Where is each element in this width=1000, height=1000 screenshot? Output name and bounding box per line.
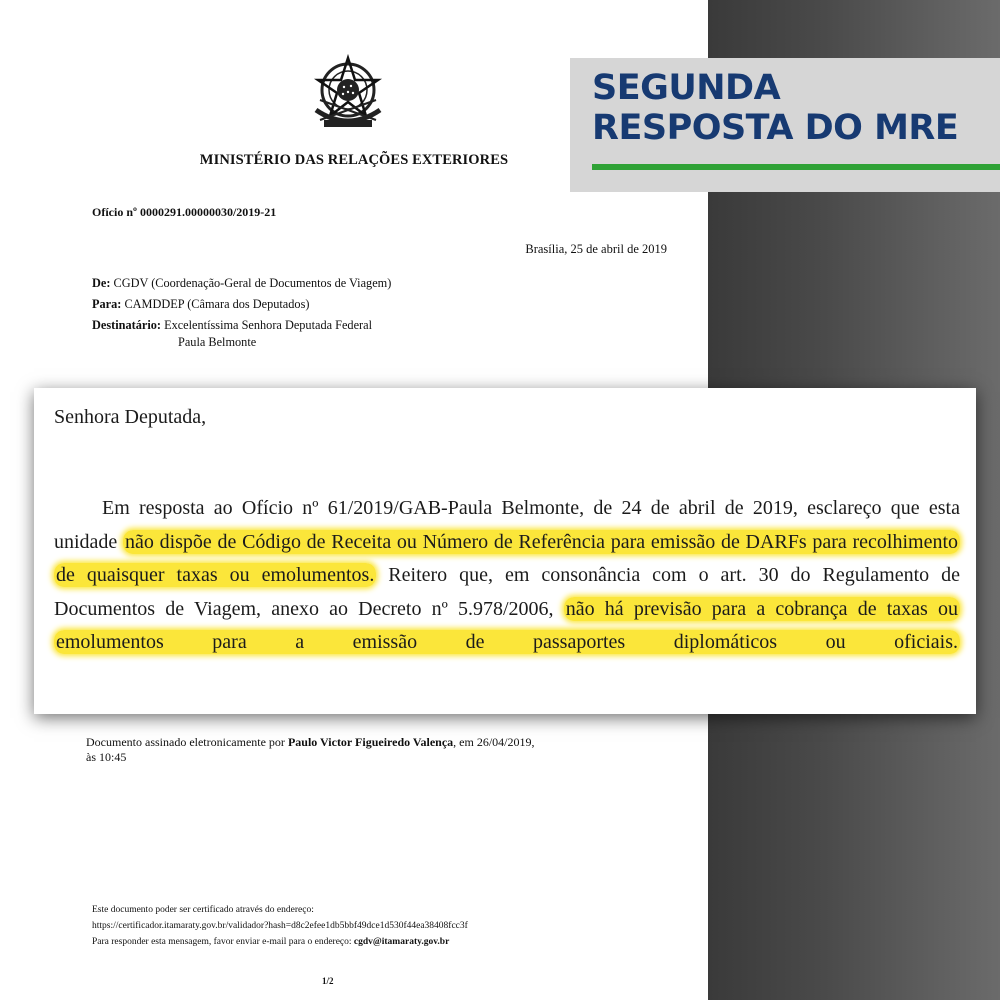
certification-note: Este documento poder ser certificado através do endereço: xyxy=(92,905,314,915)
sender-value: CGDV (Coordenação-Geral de Documentos de Viagem) xyxy=(113,276,392,290)
oficio-number: Ofício nº 0000291.00000030/2019-21 xyxy=(92,205,277,219)
addressee-label: Destinatário: xyxy=(92,318,161,332)
salutation: Senhora Deputada, xyxy=(54,406,207,428)
zoomed-excerpt xyxy=(34,388,976,714)
coat-of-arms-emblem xyxy=(306,50,390,134)
title-tag xyxy=(570,58,1000,192)
signature-note xyxy=(86,735,626,765)
signature-prefix: Documento assinado eletronicamente por xyxy=(86,735,288,749)
tag-title xyxy=(592,68,992,148)
signer-name: Paulo Victor Figueiredo Valença xyxy=(287,735,454,749)
reply-text: Para responder esta mensagem, favor enviar e-mail para o endereço: xyxy=(92,937,354,947)
signature-date: , em 26/04/2019, xyxy=(453,735,535,749)
highlighted-text-1: não dispõe de Código de Receita ou Número de Referência para emissão de DARFs para recolhimento de quaisquer taxas ou emolumentos. xyxy=(56,530,958,586)
recipient-unit-label: Para: xyxy=(92,297,122,311)
recipient-unit-line xyxy=(92,297,309,312)
tag-title-line2: RESPOSTA DO MRE xyxy=(592,108,959,148)
recipient-unit-value: CAMDDEP (Câmara dos Deputados) xyxy=(124,297,310,311)
document-date: Brasília, 25 de abril de 2019 xyxy=(525,242,667,256)
certification-url[interactable]: https://certificador.itamaraty.gov.br/validador?hash=d8c2efee1db5bbf49dce1d530f44ea38408fcc3f xyxy=(92,921,468,931)
body-text-1: Em resposta ao Ofício nº 61/2019/GAB-Paula Belmonte, de 24 de abril de 2019, esclareço que esta unidade xyxy=(54,497,960,553)
signature-time: às 10:45 xyxy=(86,750,127,764)
ministry-heading: MINISTÉRIO DAS RELAÇÕES EXTERIORES xyxy=(199,152,509,168)
reply-email[interactable]: cgdv@itamaraty.gov.br xyxy=(353,937,450,947)
highlighted-text-2: não há previsão para a cobrança de taxas ou emolumentos para a emissão de passaportes diplomáticos ou oficiais. xyxy=(56,597,958,653)
reply-instruction xyxy=(92,937,449,947)
body-paragraph xyxy=(54,492,960,660)
page-number: 1/2 xyxy=(322,976,334,986)
addressee-name: Paula Belmonte xyxy=(178,335,257,349)
body-text-2: Reitero que, em consonância com o art. 30 do Regulamento de Documentos de Viagem, anexo ao Decreto nº 5.978/2006, xyxy=(54,564,960,620)
sender-label: De: xyxy=(92,276,111,290)
addressee-value: Excelentíssima Senhora Deputada Federal xyxy=(164,318,373,332)
tag-title-line1: SEGUNDA xyxy=(592,68,781,108)
addressee-line xyxy=(92,318,372,333)
sender-line xyxy=(92,276,391,291)
tag-accent-bar xyxy=(592,164,1000,170)
